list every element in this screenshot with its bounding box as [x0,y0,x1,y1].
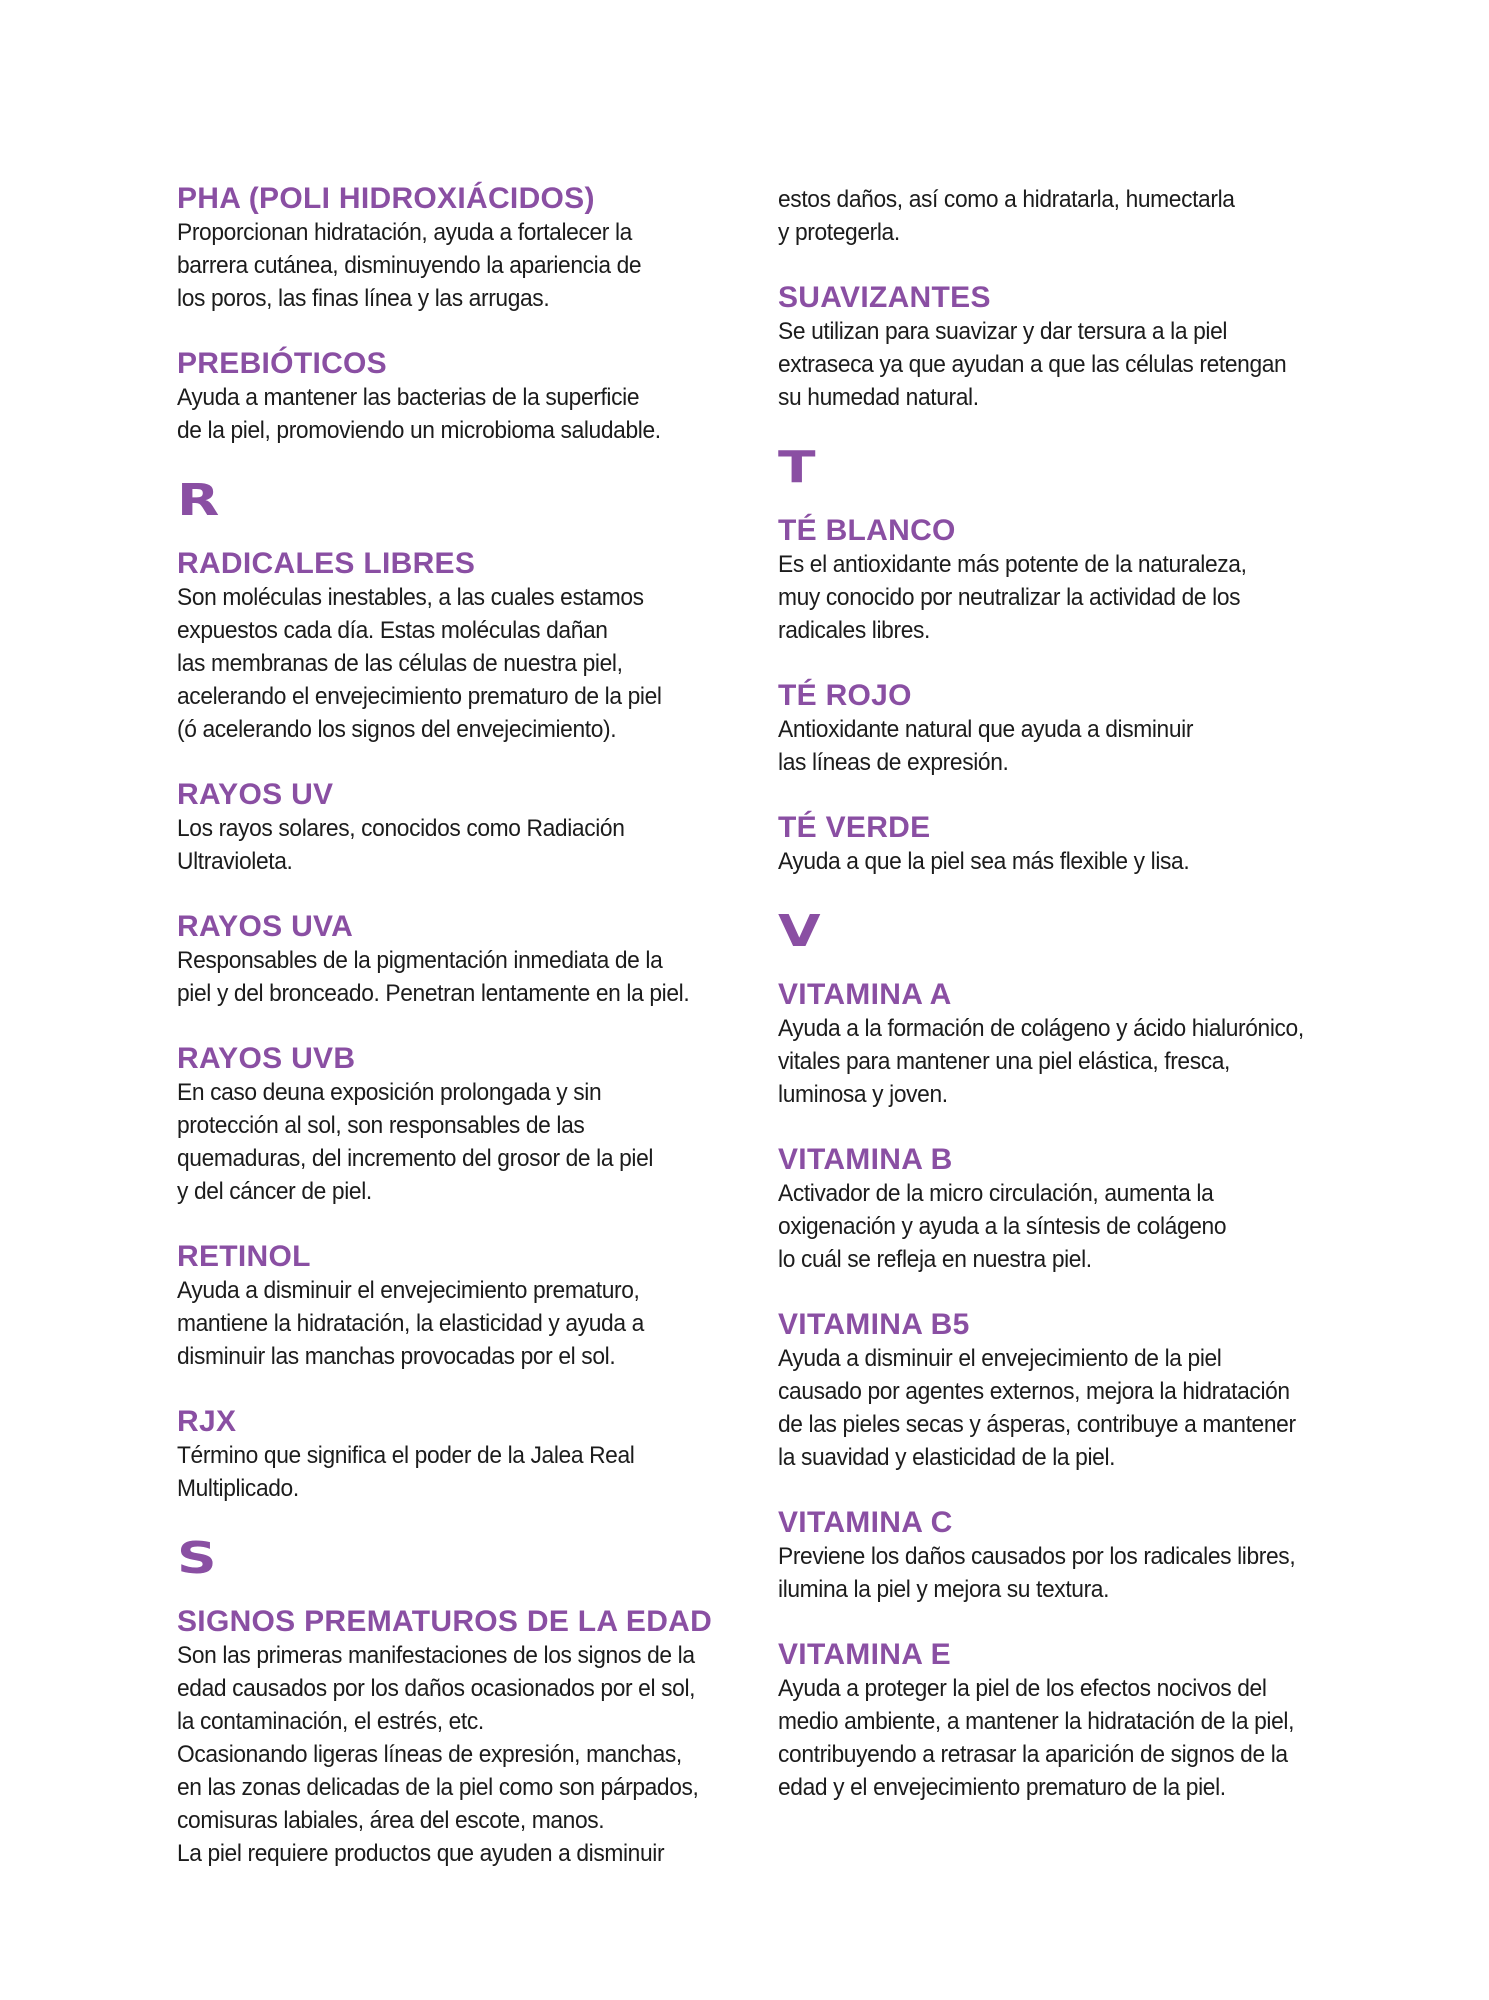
glossary-entry-vitamina-e [778,1638,1338,1804]
glossary-definition: Son moléculas inestables, a las cuales estamos expuestos cada día. Estas moléculas dañan las membranas de las células de nuestra piel, acelerando el envejecimiento prematuro de la piel (ó acelerando los signos del envejecimiento). [177,584,662,743]
glossary-term: PREBIÓTICOS [177,347,387,380]
section-letter-v: V [778,906,821,957]
glossary-definition: Proporcionan hidratación, ayuda a fortalecer la barrera cutánea, disminuyendo la apariencia de los poros, las finas línea y las arrugas. [177,219,642,312]
glossary-term: RAYOS UV [177,778,334,811]
glossary-term: TÉ VERDE [778,811,931,844]
glossary-definition: Ayuda a la formación de colágeno y ácido hialurónico, vitales para mantener una piel elástica, fresca, luminosa y joven. [778,1015,1304,1108]
glossary-term: RETINOL [177,1240,311,1273]
glossary-entry-te-blanco [778,514,1338,647]
glossary-entry-rayos-uvb [177,1042,737,1208]
glossary-definition: Antioxidante natural que ayuda a disminuir las líneas de expresión. [778,716,1194,776]
glossary-term: SUAVIZANTES [778,281,991,314]
glossary-entry-vitamina-b [778,1143,1338,1276]
glossary-entry-vitamina-b5 [778,1308,1338,1474]
glossary-definition: En caso deuna exposición prolongada y sin protección al sol, son responsables de las quemaduras, del incremento del grosor de la piel y del cáncer de piel. [177,1079,654,1205]
glossary-entry-signos-prematuros-de-la-edad [177,1605,737,1870]
glossary-entry-prebioticos [177,347,737,447]
glossary-entry-te-verde [778,811,1338,878]
glossary-entry-vitamina-a [778,978,1338,1111]
glossary-entry-rjx [177,1405,737,1505]
section-letter-r: R [177,475,220,526]
glossary-term: VITAMINA B5 [778,1308,970,1341]
glossary-term: RAYOS UVA [177,910,354,943]
section-letter-s: S [177,1533,217,1584]
glossary-term: SIGNOS PREMATUROS DE LA EDAD [177,1605,713,1638]
glossary-entry-pha-poli-hidroxiacidos [177,182,737,315]
glossary-term: RAYOS UVB [177,1042,356,1075]
glossary-definition: Son las primeras manifestaciones de los signos de la edad causados por los daños ocasionados por el sol, la contaminación, el estrés, etc. Ocasionando ligeras líneas de expresión, manchas, en las zonas delicadas de la piel como son párpados, comisuras labiales, área del escote, manos. La piel requiere productos que ayuden a disminuir [177,1642,699,1867]
glossary-definition: Se utilizan para suavizar y dar tersura a la piel extraseca ya que ayudan a que las células retengan su humedad natural. [778,318,1287,411]
glossary-entry-retinol [177,1240,737,1373]
glossary-term: TÉ ROJO [778,679,912,712]
glossary-term: VITAMINA B [778,1143,953,1176]
glossary-definition: Ayuda a proteger la piel de los efectos nocivos del medio ambiente, a mantener la hidratación de la piel, contribuyendo a retrasar la aparición de signos de la edad y el envejecimiento prematuro de la piel. [778,1675,1295,1801]
glossary-entry-vitamina-c [778,1506,1338,1606]
glossary-definition: Ayuda a disminuir el envejecimiento de la piel causado por agentes externos, mejora la hidratación de las pieles secas y ásperas, contribuye a mantener la suavidad y elasticidad de la piel. [778,1345,1296,1471]
glossary-term: RADICALES LIBRES [177,547,476,580]
glossary-entry-te-rojo [778,679,1338,779]
glossary-definition: Los rayos solares, conocidos como Radiación Ultravioleta. [177,815,625,875]
glossary-definition: Es el antioxidante más potente de la naturaleza, muy conocido por neutralizar la actividad de los radicales libres. [778,551,1247,644]
glossary-definition: Ayuda a disminuir el envejecimiento prematuro, mantiene la hidratación, la elasticidad y ayuda a disminuir las manchas provocadas por el sol. [177,1277,644,1370]
glossary-term: RJX [177,1405,237,1438]
glossary-definition: Responsables de la pigmentación inmediata de la piel y del bronceado. Penetran lentamente en la piel. [177,947,690,1007]
glossary-column-right [778,183,1338,1836]
glossary-column-left [177,182,737,1902]
glossary-term: VITAMINA C [778,1506,953,1539]
definition-continuation: estos daños, así como a hidratarla, humectarla y protegerla. [778,186,1235,246]
glossary-term: VITAMINA E [778,1638,951,1671]
section-letter-t: T [778,442,816,493]
glossary-entry-rayos-uv [177,778,737,878]
glossary-term: PHA (POLI HIDROXIÁCIDOS) [177,182,595,215]
glossary-definition: Ayuda a mantener las bacterias de la superficie de la piel, promoviendo un microbioma saludable. [177,384,661,444]
glossary-definition: Previene los daños causados por los radicales libres, ilumina la piel y mejora su textura. [778,1543,1296,1603]
glossary-term: TÉ BLANCO [778,514,956,547]
glossary-definition: Término que significa el poder de la Jalea Real Multiplicado. [177,1442,635,1502]
glossary-definition: Activador de la micro circulación, aumenta la oxigenación y ayuda a la síntesis de colágeno lo cuál se refleja en nuestra piel. [778,1180,1227,1273]
glossary-term: VITAMINA A [778,978,952,1011]
glossary-entry-rayos-uva [177,910,737,1010]
glossary-entry-radicales-libres [177,547,737,746]
glossary-definition: Ayuda a que la piel sea más flexible y lisa. [778,848,1190,875]
glossary-entry-suavizantes [778,281,1338,414]
